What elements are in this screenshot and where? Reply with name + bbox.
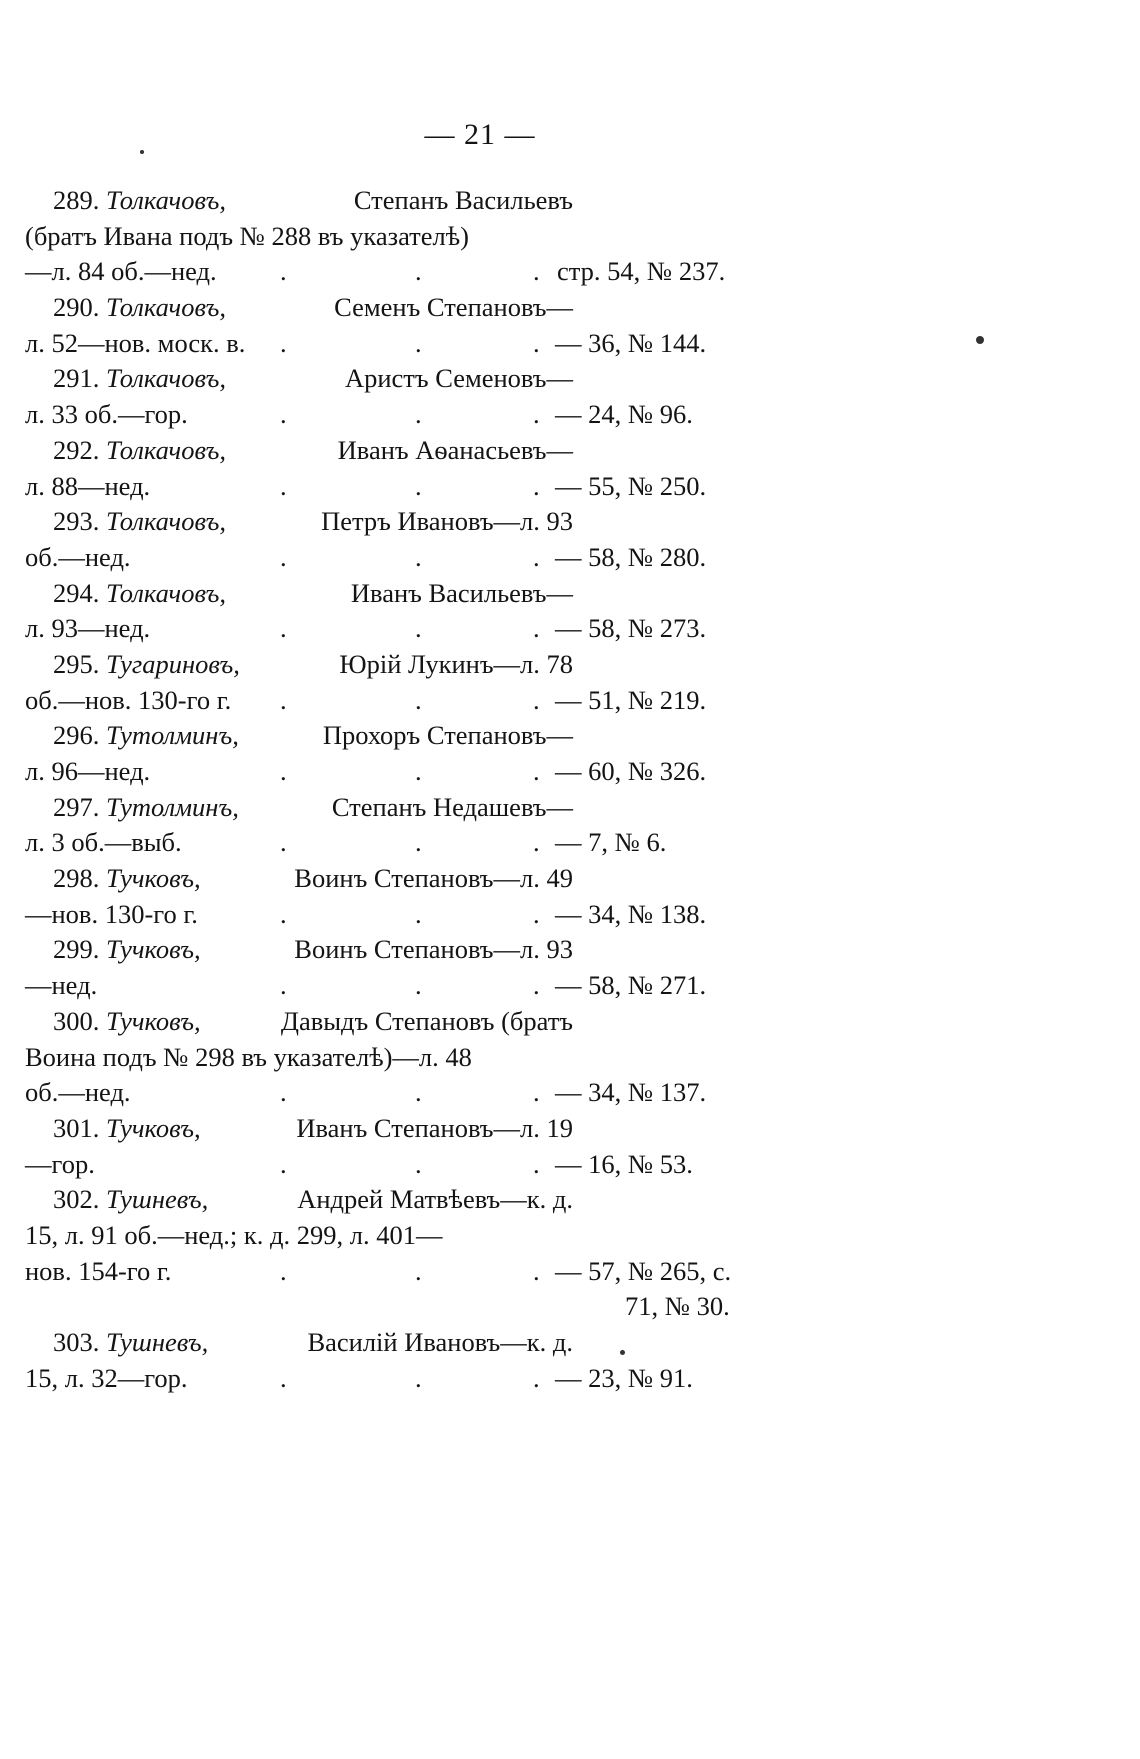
leader-dot: . [533, 1255, 540, 1286]
leader-dot: . [533, 327, 540, 358]
entry-head [53, 290, 226, 326]
entry-number: 290. [53, 292, 100, 323]
entry-text: л. 88—нед. [25, 470, 151, 501]
entry-surname: Толкачовъ, [106, 434, 226, 465]
entry-line [25, 825, 667, 861]
index-entry [25, 1182, 785, 1325]
entry-text: л. 3 об.—выб. [25, 827, 182, 858]
leader-dots [25, 968, 545, 1004]
entry-text: Давыдъ Степановъ (братъ [280, 1005, 573, 1036]
page-reference: — 23, № 91. [555, 1362, 693, 1393]
leader-dot: . [280, 327, 287, 358]
leader-dot: . [533, 256, 540, 287]
entry-text: (братъ Ивана подъ № 288 въ указателѣ) [25, 220, 469, 251]
entry-line [25, 1040, 545, 1076]
entry-text: Иванъ Аѳанасьевъ— [337, 434, 573, 465]
entry-text: л. 93—нед. [25, 613, 151, 644]
leader-dot: . [280, 684, 287, 715]
leader-dot: . [415, 613, 422, 644]
entry-line [25, 504, 573, 540]
entry-line [25, 1111, 573, 1147]
entry-line [25, 219, 545, 255]
entry-head [53, 361, 226, 397]
entry-line [25, 1147, 693, 1183]
entry-text: л. 96—нед. [25, 756, 151, 786]
entry-line [25, 540, 707, 576]
entry-surname: Толкачовъ, [106, 185, 226, 215]
index-entries [25, 183, 785, 1396]
page-reference: — 16, № 53. [555, 1148, 693, 1179]
entry-line [25, 361, 573, 397]
entry-head [53, 1325, 208, 1361]
leader-dot: . [533, 613, 540, 644]
leader-dot: . [415, 399, 422, 430]
entry-line [25, 611, 707, 647]
entry-text: —нов. 130-го г. [25, 898, 198, 929]
index-entry [25, 861, 785, 932]
leader-dots [25, 1075, 545, 1111]
leader-dots [25, 1361, 545, 1397]
page-reference: — 7, № 6. [555, 827, 667, 858]
leader-dot: . [533, 1362, 540, 1393]
entry-surname: Тушневъ, [106, 1327, 209, 1357]
leader-dot: . [533, 970, 540, 1001]
entry-head [53, 861, 201, 897]
leader-dot: . [280, 399, 287, 430]
entry-number: 302. [53, 1184, 100, 1215]
page-reference: — 36, № 144. [555, 327, 707, 358]
entry-line [25, 254, 726, 290]
page-reference: — 58, № 273. [555, 613, 707, 644]
entry-line [25, 754, 707, 790]
entry-line [25, 968, 707, 1004]
leader-dot: . [280, 756, 287, 786]
page-reference: — 51, № 219. [555, 684, 707, 715]
index-entry [25, 576, 785, 647]
leader-dot: . [415, 1255, 422, 1286]
leader-dot: . [533, 399, 540, 430]
entry-line [25, 1218, 545, 1254]
entry-surname: Толкачовъ, [106, 577, 226, 608]
paper-speck [976, 336, 984, 344]
entry-line [25, 897, 707, 933]
entry-surname: Тучковъ, [106, 1112, 201, 1143]
leader-dot: . [280, 1077, 287, 1108]
entry-line [25, 932, 573, 968]
leader-dots [25, 326, 545, 362]
entry-line [25, 1361, 693, 1397]
entry-surname: Тучковъ, [106, 1005, 201, 1036]
index-entry [25, 433, 785, 504]
index-entry [25, 1004, 785, 1111]
leader-dots [25, 825, 545, 861]
entry-text: 15, л. 32—гор. [25, 1362, 188, 1393]
entry-text: об.—нов. 130-го г. [25, 684, 232, 715]
leader-dot: . [415, 970, 422, 1001]
page-reference: — 60, № 326. [555, 756, 707, 786]
entry-text: Воинъ Степановъ—л. 49 [294, 863, 573, 894]
page-reference: стр. 54, № 237. [557, 256, 726, 287]
leader-dots [25, 397, 545, 433]
entry-number: 293. [53, 506, 100, 537]
page-reference: — 34, № 137. [555, 1077, 707, 1108]
page-reference: — 57, № 265, с. [555, 1255, 732, 1286]
entry-surname: Толкачовъ, [106, 506, 226, 537]
entry-text: Иванъ Степановъ—л. 19 [296, 1112, 573, 1143]
entry-surname: Тушневъ, [106, 1184, 209, 1215]
leader-dot: . [280, 970, 287, 1001]
entry-text: —л. 84 об.—нед. [25, 256, 217, 287]
leader-dot: . [415, 1077, 422, 1108]
entry-text: нов. 154-го г. [25, 1255, 172, 1286]
index-entry [25, 790, 785, 861]
entry-text: л. 33 об.—гор. [25, 399, 188, 430]
index-entry [25, 361, 785, 432]
index-entry [25, 504, 785, 575]
leader-dots [25, 897, 545, 933]
entry-line [25, 861, 573, 897]
leader-dots [25, 540, 545, 576]
index-entry [25, 290, 785, 361]
entry-line [25, 718, 573, 754]
leader-dots [25, 683, 545, 719]
entry-head [53, 718, 239, 754]
leader-dot: . [533, 898, 540, 929]
leader-dot: . [280, 613, 287, 644]
entry-number: 296. [53, 720, 100, 751]
entry-head [53, 1004, 201, 1040]
entry-line [25, 326, 707, 362]
entry-line [25, 469, 707, 505]
leader-dot: . [415, 1362, 422, 1393]
index-entry [25, 1325, 785, 1396]
entry-head [53, 1182, 208, 1218]
entry-number: 294. [53, 577, 100, 608]
leader-dots [25, 611, 545, 647]
leader-dot: . [533, 1148, 540, 1179]
leader-dots [25, 254, 545, 290]
entry-head [53, 433, 226, 469]
leader-dot: . [415, 1148, 422, 1179]
entry-text: Василій Ивановъ—к. д. [307, 1327, 573, 1357]
leader-dot: . [415, 541, 422, 572]
leader-dot: . [280, 1255, 287, 1286]
entry-line [25, 1289, 730, 1325]
entry-head [53, 504, 226, 540]
entry-number: 298. [53, 863, 100, 894]
entry-line [25, 576, 573, 612]
entry-number: 303. [53, 1327, 100, 1357]
index-entry [25, 932, 785, 1003]
entry-surname: Толкачовъ, [106, 363, 226, 394]
entry-text: Прохоръ Степановъ— [322, 720, 573, 751]
entry-number: 289. [53, 185, 100, 215]
page-reference: — 58, № 280. [555, 541, 707, 572]
entry-line [25, 683, 707, 719]
entry-text: Аристъ Семеновъ— [344, 363, 573, 394]
leader-dot: . [533, 470, 540, 501]
entry-text: Воинъ Степановъ—л. 93 [294, 934, 573, 965]
entry-line [25, 1075, 707, 1111]
entry-line [25, 1254, 732, 1290]
entry-text: Воина подъ № 298 въ указателѣ)—л. 48 [25, 1041, 472, 1072]
leader-dot: . [415, 684, 422, 715]
leader-dot: . [533, 541, 540, 572]
entry-text: Петръ Ивановъ—л. 93 [321, 506, 573, 537]
entry-line [25, 647, 573, 683]
page-reference: — 55, № 250. [555, 470, 707, 501]
entry-number: 291. [53, 363, 100, 394]
entry-surname: Толкачовъ, [106, 292, 226, 323]
leader-dot: . [533, 756, 540, 786]
leader-dot: . [415, 898, 422, 929]
leader-dot: . [533, 827, 540, 858]
entry-text: об.—нед. [25, 541, 131, 572]
leader-dots [25, 1254, 545, 1290]
entry-surname: Тутолминъ, [106, 720, 239, 751]
entry-number: 297. [53, 791, 100, 822]
entry-line [25, 433, 573, 469]
entry-head [53, 1111, 201, 1147]
index-entry [25, 718, 785, 789]
entry-head [53, 647, 240, 683]
leader-dots [25, 754, 545, 790]
page-number: — 21 — [424, 118, 536, 151]
leader-dot: . [533, 684, 540, 715]
page-reference: — 34, № 138. [555, 898, 707, 929]
index-entry [25, 183, 785, 290]
entry-text: об.—нед. [25, 1077, 131, 1108]
entry-text: —гор. [25, 1148, 95, 1179]
leader-dot: . [415, 756, 422, 786]
leader-dot: . [280, 1148, 287, 1179]
leader-dot: . [280, 827, 287, 858]
entry-surname: Тучковъ, [106, 934, 201, 965]
entry-number: 295. [53, 648, 100, 679]
leader-dot: . [415, 470, 422, 501]
entry-head [53, 932, 201, 968]
index-entry [25, 647, 785, 718]
index-entry [25, 1111, 785, 1182]
entry-text: Юрій Лукинъ—л. 78 [339, 648, 573, 679]
entry-head [53, 576, 226, 612]
page-reference-continued: 71, № 30. [625, 1291, 730, 1322]
entry-head [53, 790, 239, 826]
entry-surname: Тутолминъ, [106, 791, 239, 822]
leader-dot: . [415, 327, 422, 358]
paper-speck [140, 150, 144, 154]
leader-dot: . [280, 541, 287, 572]
leader-dots [25, 469, 545, 505]
entry-text: Андрей Матвѣевъ—к. д. [297, 1184, 573, 1215]
leader-dot: . [280, 470, 287, 501]
leader-dot: . [280, 898, 287, 929]
entry-text: Иванъ Васильевъ— [350, 577, 573, 608]
leader-dots [25, 1147, 545, 1183]
leader-dot: . [280, 1362, 287, 1393]
entry-number: 292. [53, 434, 100, 465]
paper-speck [620, 1350, 625, 1355]
entry-text: 15, л. 91 об.—нед.; к. д. 299, л. 401— [25, 1219, 443, 1250]
page-reference: — 24, № 96. [555, 399, 693, 430]
entry-line [25, 183, 573, 219]
entry-surname: Тугариновъ, [106, 648, 240, 679]
entry-text: л. 52—нов. моск. в. [25, 327, 246, 358]
leader-dot: . [415, 827, 422, 858]
entry-number: 300. [53, 1005, 100, 1036]
entry-line [25, 397, 693, 433]
entry-number: 301. [53, 1112, 100, 1143]
leader-dot: . [415, 256, 422, 287]
entry-line [25, 1182, 573, 1218]
leader-dot: . [280, 256, 287, 287]
entry-number: 299. [53, 934, 100, 965]
entry-line [25, 1004, 573, 1040]
entry-line [25, 1325, 573, 1361]
entry-text: Семенъ Степановъ— [334, 292, 573, 323]
page-reference: — 58, № 271. [555, 970, 707, 1001]
entry-text: Степанъ Недашевъ— [331, 791, 573, 822]
entry-head [53, 183, 226, 219]
entry-text: Степанъ Васильевъ [353, 185, 573, 215]
entry-line [25, 790, 573, 826]
leader-dot: . [533, 1077, 540, 1108]
entry-line [25, 290, 573, 326]
entry-text: —нед. [25, 970, 98, 1001]
entry-surname: Тучковъ, [106, 863, 201, 894]
